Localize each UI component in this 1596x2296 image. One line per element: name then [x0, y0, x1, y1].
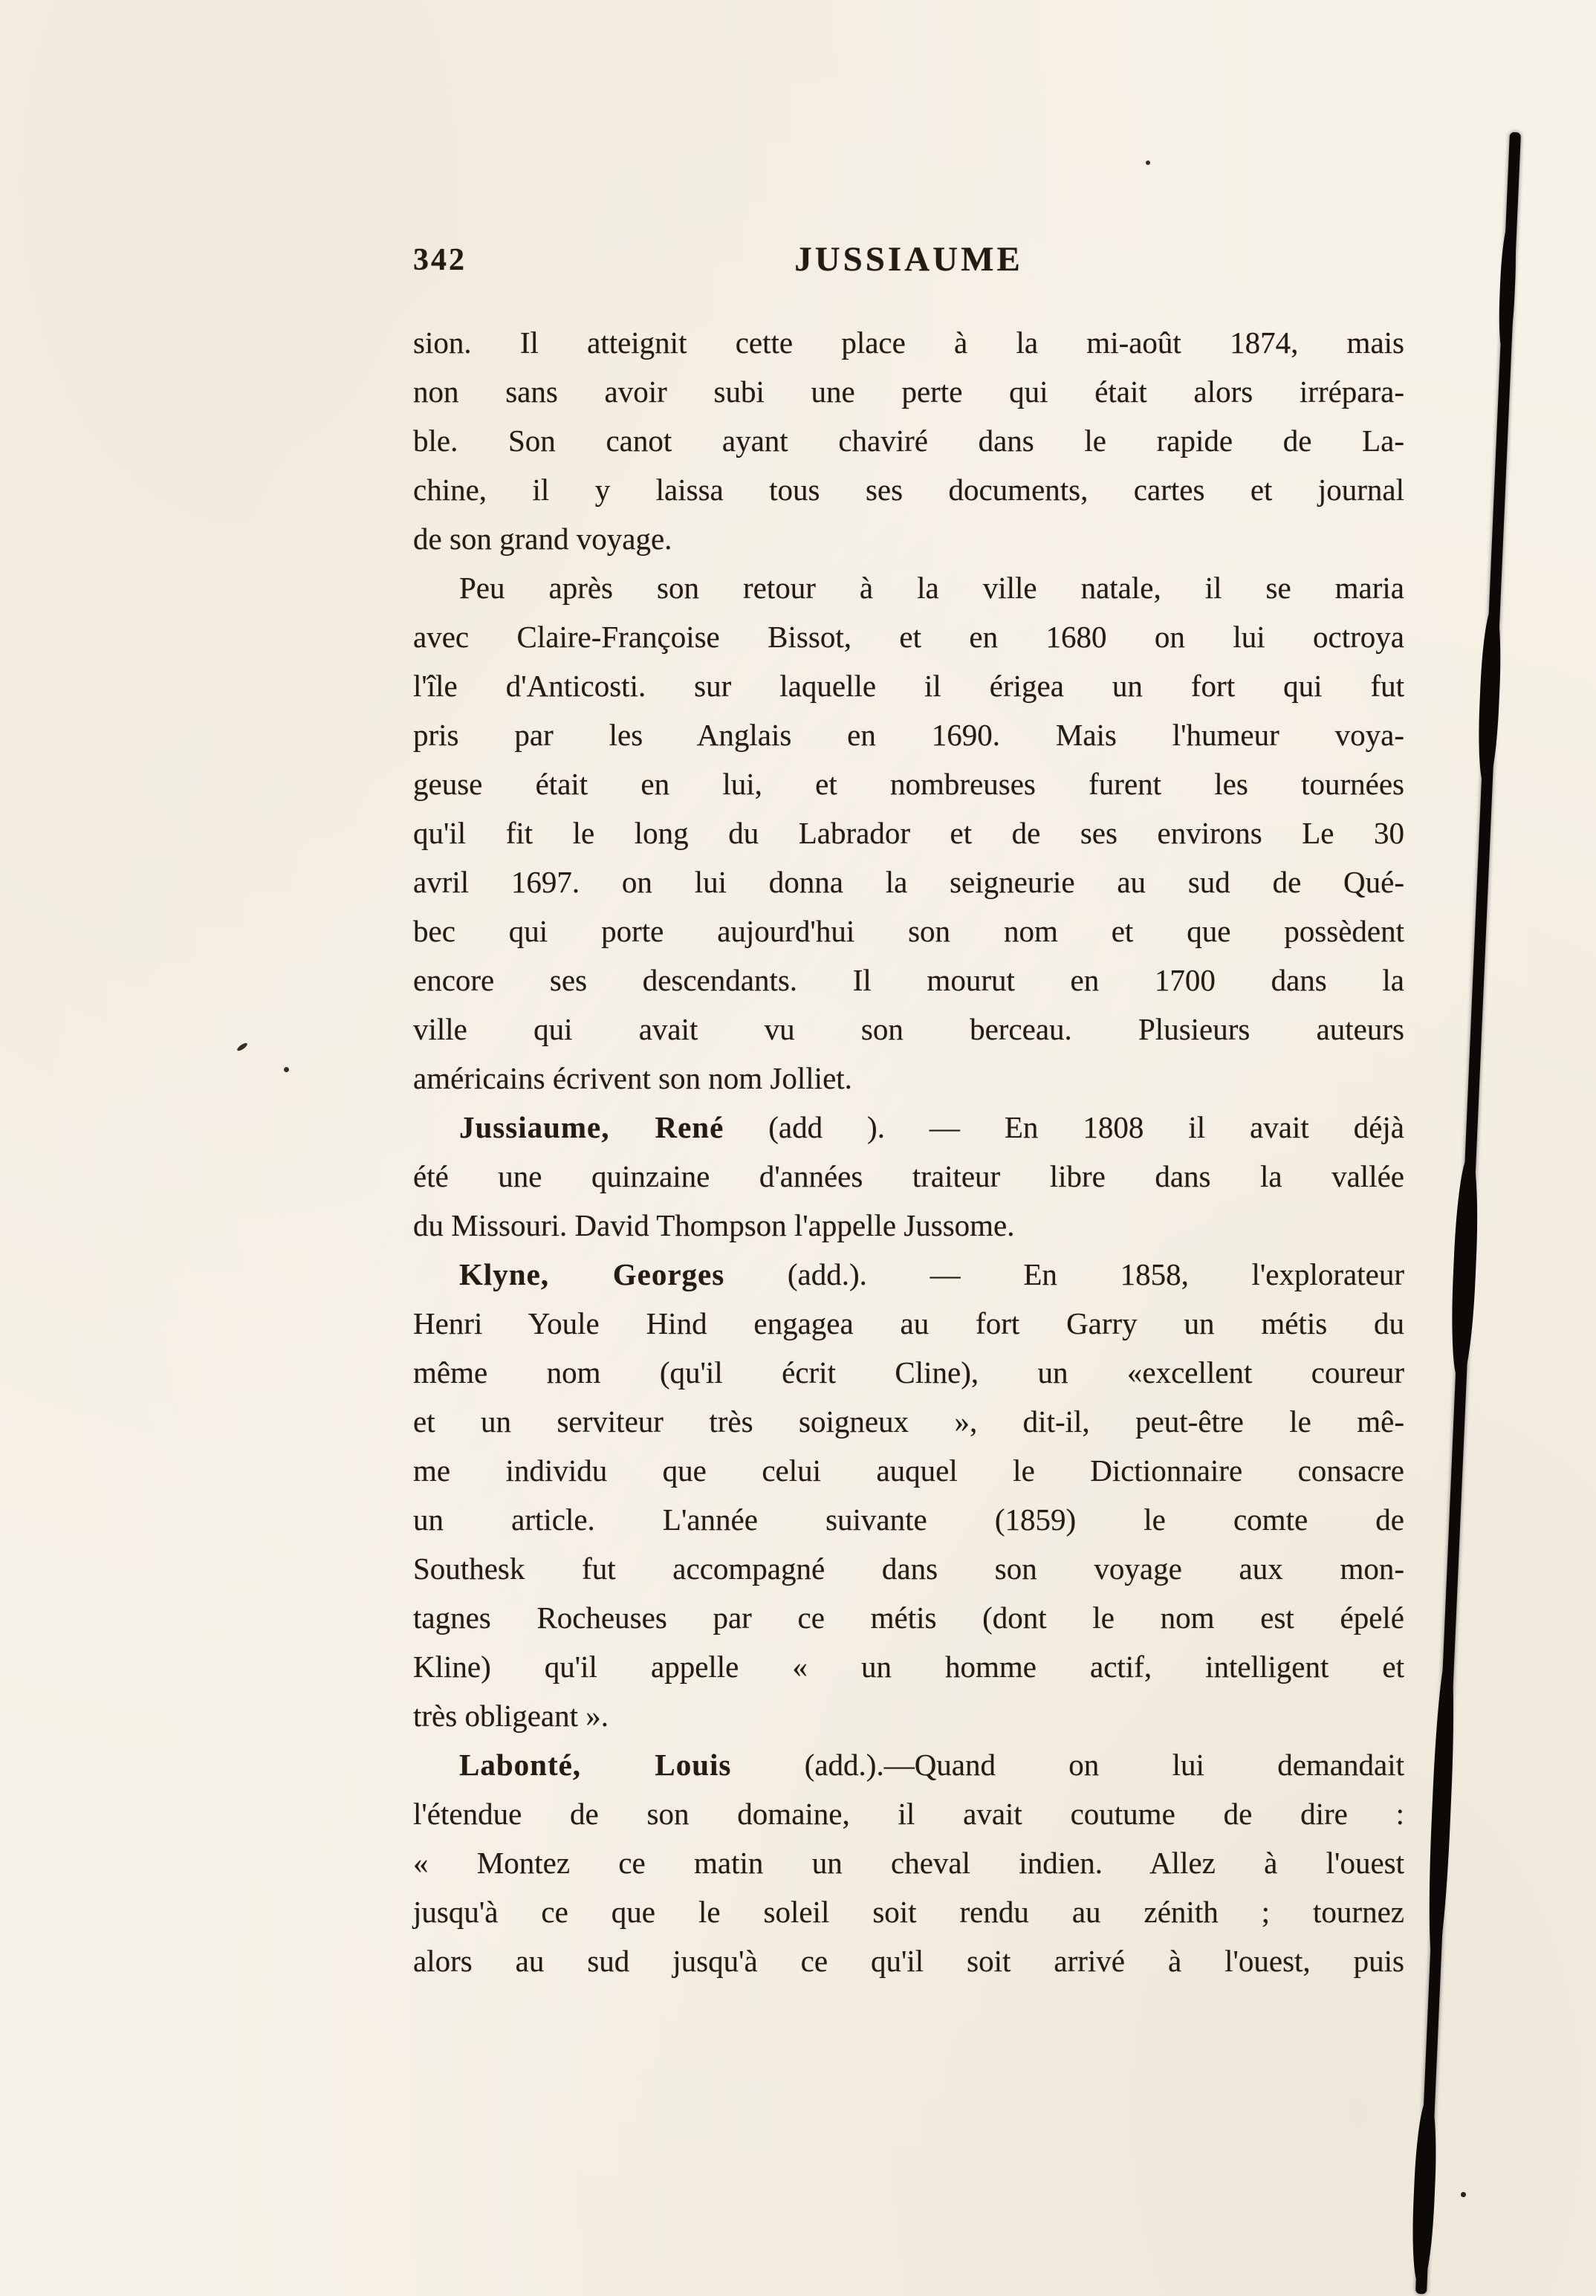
running-head: JUSSIAUME [794, 240, 1023, 279]
text-line: « Montez ce matin un cheval indien. Allez à l'ouest [413, 1846, 1404, 1880]
text-line: geuse était en lui, et nombreuses furent les tournées [413, 767, 1404, 801]
body-text [413, 318, 1404, 1985]
text-line: jusqu'à ce que le soleil soit rendu au zénith ; tournez [413, 1895, 1404, 1929]
binding-blotch [1449, 1156, 1481, 1380]
entry-name: Labonté, Louis [459, 1748, 732, 1782]
text-line: bec qui porte aujourd'hui son nom et que possèdent [413, 914, 1404, 948]
text-line: chine, il y laissa tous ses documents, cartes et journal [413, 473, 1404, 507]
binding-blotch [1425, 1653, 1457, 1966]
text-line: et un serviteur très soigneux », dit-il, peut-être le mê- [413, 1404, 1404, 1439]
text-line: ville qui avait vu son berceau. Plusieurs auteurs [413, 1012, 1404, 1046]
scan-speck [236, 1042, 249, 1052]
text-line: un article. L'année suivante (1859) le comte de [413, 1502, 1404, 1537]
entry-name: Klyne, Georges [459, 1257, 725, 1291]
text-line: l'étendue de son domaine, il avait coutume de dire : [413, 1797, 1404, 1831]
text-line: du Missouri. David Thompson l'appelle Jussome. [413, 1208, 1015, 1242]
binding-blotch [1497, 221, 1518, 355]
text-line: Kline) qu'il appelle « un homme actif, intelligent et [413, 1650, 1404, 1684]
binding-blotch [1476, 607, 1503, 786]
text-line: très obligeant ». [413, 1699, 609, 1733]
text-line: été une quinzaine d'années traiteur libre dans la vallée [413, 1159, 1404, 1193]
paragraph-jolliet [413, 563, 1404, 1103]
text-line: pris par les Anglais en 1690. Mais l'humeur voya- [413, 718, 1404, 752]
entry-text: (add.). — En 1858, l'explorateur [724, 1257, 1404, 1291]
paragraph-continuation [413, 318, 1404, 563]
paragraph-entry-klyne [413, 1250, 1404, 1740]
text-line: l'île d'Anticosti. sur laquelle il érigea un fort qui fut [413, 669, 1404, 703]
book-binding-shadow [1415, 132, 1521, 2295]
text-line: non sans avoir subi une perte qui était alors irrépara- [413, 374, 1404, 409]
text-line: encore ses descendants. Il mourut en 1700 dans la [413, 963, 1404, 997]
scan-speck [284, 1067, 289, 1072]
binding-blotch [1410, 2099, 1439, 2286]
text-line: tagnes Rocheuses par ce métis (dont le nom est épelé [413, 1601, 1404, 1635]
text-line: Southesk fut accompagné dans son voyage aux mon- [413, 1551, 1404, 1586]
text-line: qu'il fit le long du Labrador et de ses environs Le 30 [413, 816, 1404, 850]
text-line: Peu après son retour à la ville natale, il se maria [459, 571, 1404, 605]
text-line: sion. Il atteignit cette place à la mi-août 1874, mais [413, 325, 1404, 360]
scan-speck [1146, 160, 1150, 165]
text-line: de son grand voyage. [413, 522, 672, 556]
paragraph-entry-jussiaume [413, 1103, 1404, 1250]
entry-text: (add ). — En 1808 il avait déjà [724, 1110, 1404, 1144]
text-line: avril 1697. on lui donna la seigneurie au sud de Qué- [413, 865, 1404, 899]
entry-text: (add.).—Quand on lui demandait [731, 1748, 1404, 1782]
scan-speck [1461, 2192, 1466, 2197]
page-header-row [413, 239, 1404, 284]
text-line: américains écrivent son nom Jolliet. [413, 1061, 852, 1095]
page-number: 342 [413, 243, 467, 277]
text-line [413, 1103, 1404, 1152]
text-line: alors au sud jusqu'à ce qu'il soit arrivé à l'ouest, puis [413, 1944, 1404, 1978]
text-line: Henri Youle Hind engagea au fort Garry un métis du [413, 1306, 1404, 1340]
paragraph-entry-labonte [413, 1740, 1404, 1985]
text-line: avec Claire-Françoise Bissot, et en 1680 on lui octroya [413, 620, 1404, 654]
text-line [413, 1740, 1404, 1789]
text-line: ble. Son canot ayant chaviré dans le rapide de La- [413, 424, 1404, 458]
entry-name: Jussiaume, René [459, 1110, 724, 1144]
text-line: me individu que celui auquel le Dictionnaire consacre [413, 1453, 1404, 1488]
text-line: même nom (qu'il écrit Cline), un «excellent coureur [413, 1355, 1404, 1389]
text-line [413, 1250, 1404, 1299]
